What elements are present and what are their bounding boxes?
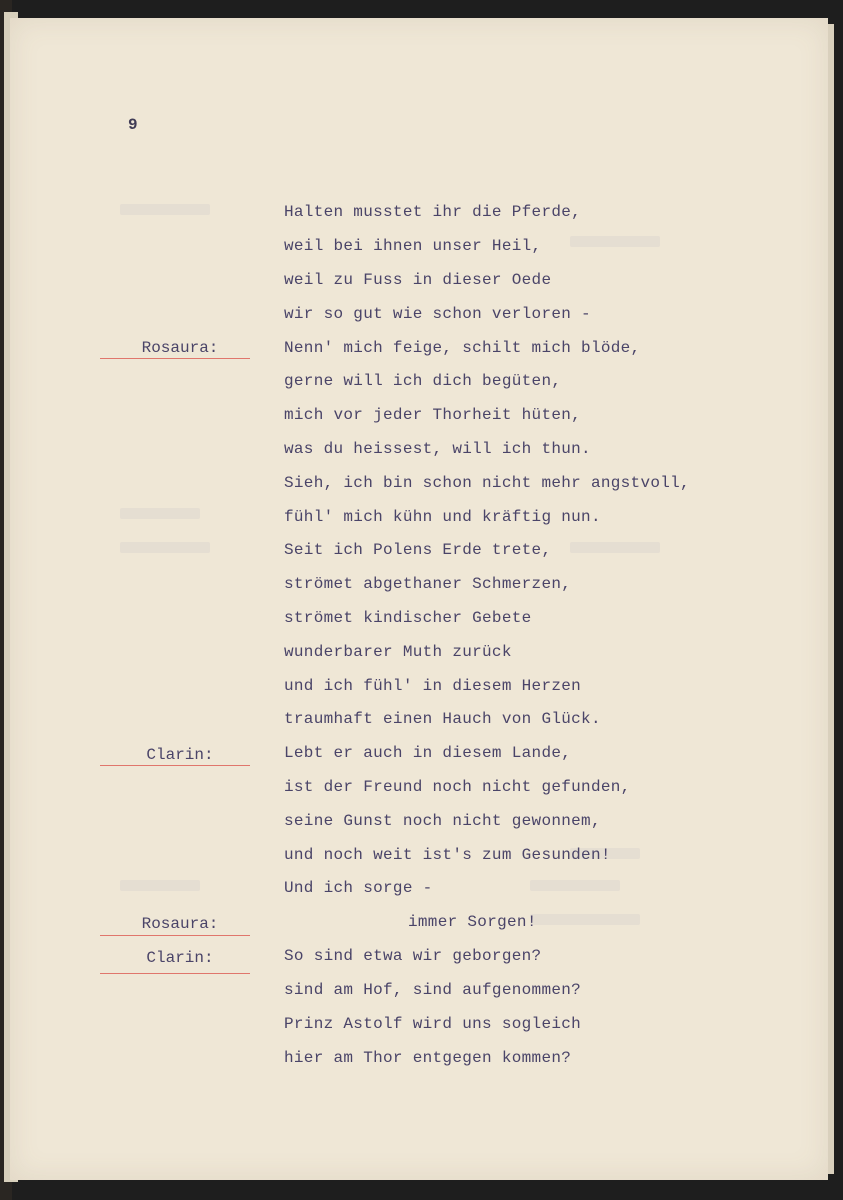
verse-line: weil zu Fuss in dieser Oede: [284, 271, 552, 289]
bleed-through-mark: [570, 236, 660, 247]
bleed-through-mark: [570, 542, 660, 553]
verse-line: ist der Freund noch nicht gefunden,: [284, 778, 631, 796]
verse-line: wunderbarer Muth zurück: [284, 643, 512, 661]
verse-line: Lebt er auch in diesem Lande,: [284, 744, 572, 762]
speaker-underline: [100, 935, 250, 936]
verse-line: strömet kindischer Gebete: [284, 609, 532, 627]
verse-line: sind am Hof, sind aufgenommen?: [284, 981, 582, 999]
verse-line: Und ich sorge -: [284, 879, 433, 897]
verse-line: wir so gut wie schon verloren -: [284, 305, 591, 323]
manuscript-page: [10, 18, 828, 1180]
verse-line: und noch weit ist's zum Gesunden!: [284, 846, 611, 864]
bleed-through-mark: [120, 204, 210, 215]
speaker-underline: [100, 358, 250, 359]
bleed-through-mark: [530, 880, 620, 891]
verse-line: gerne will ich dich begüten,: [284, 372, 562, 390]
verse-line: Nenn' mich feige, schilt mich blöde,: [284, 339, 641, 357]
speaker-label: Rosaura:: [141, 339, 219, 357]
verse-line: was du heissest, will ich thun.: [284, 440, 591, 458]
verse-line: seine Gunst noch nicht gewonnem,: [284, 812, 601, 830]
verse-line: strömet abgethaner Schmerzen,: [284, 575, 572, 593]
verse-line: Sieh, ich bin schon nicht mehr angstvoll,: [284, 474, 690, 492]
bleed-through-mark: [120, 542, 210, 553]
verse-line: weil bei ihnen unser Heil,: [284, 237, 542, 255]
speaker-underline: [100, 973, 250, 974]
speaker-label: Clarin:: [146, 949, 214, 967]
verse-line: Seit ich Polens Erde trete,: [284, 541, 552, 559]
page-number: 9: [128, 116, 138, 134]
verse-line: immer Sorgen!: [408, 913, 537, 931]
speaker-underline: [100, 765, 250, 766]
verse-line: mich vor jeder Thorheit hüten,: [284, 406, 582, 424]
verse-line: Halten musstet ihr die Pferde,: [284, 203, 582, 221]
speaker-label: Clarin:: [146, 746, 214, 764]
verse-line: hier am Thor entgegen kommen?: [284, 1049, 572, 1067]
verse-line: traumhaft einen Hauch von Glück.: [284, 710, 601, 728]
verse-line: und ich fühl' in diesem Herzen: [284, 677, 582, 695]
speaker-label: Rosaura:: [141, 915, 219, 933]
bleed-through-mark: [530, 914, 640, 925]
bleed-through-mark: [120, 508, 200, 519]
verse-line: Prinz Astolf wird uns sogleich: [284, 1015, 582, 1033]
verse-line: So sind etwa wir geborgen?: [284, 947, 542, 965]
verse-line: fühl' mich kühn und kräftig nun.: [284, 508, 601, 526]
bleed-through-mark: [120, 880, 200, 891]
